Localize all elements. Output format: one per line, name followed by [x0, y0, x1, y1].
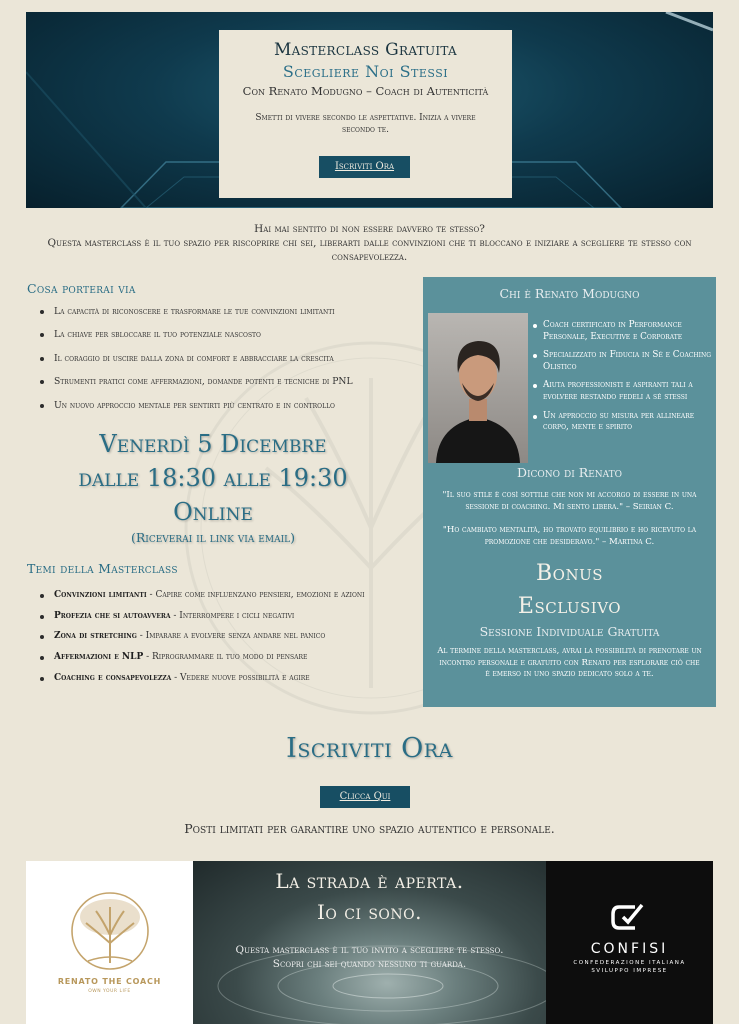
confisi-logo-block [546, 861, 713, 1024]
renato-logo-icon [26, 861, 193, 1024]
theme-desc: - Imparare a evolvere senza andare nel panico [136, 631, 326, 642]
intro-description: Questa masterclass è il tuo spazio per riscoprire chi sei, liberarti dalle convinzioni che ti bloccano e iniziare a scegliere te stesso con consapevolezza. [47, 236, 692, 263]
credential-item: Specializzato in Fiducia in Sé e Coaching Olistico [531, 350, 713, 373]
theme-desc: - Vedere nuove possibilità e agire [171, 672, 310, 683]
theme-item [40, 590, 395, 602]
intro-text [20, 223, 719, 265]
footer-title: La strada è aperta. [275, 869, 464, 893]
theme-title: Affermazioni e NLP [54, 652, 144, 663]
intro-question: Hai mai sentito di non essere davvero te stesso? [254, 223, 485, 235]
event-note: (Riceverai il link via email) [130, 530, 295, 545]
theme-item [40, 611, 395, 623]
theme-title: Zona di stretching [54, 631, 137, 642]
hero-subtitle: Scegliere Noi Stessi [282, 62, 449, 81]
theme-title: Profezia che si autoavvera [54, 610, 171, 621]
testimonials-heading: Dicono di Renato [516, 465, 623, 480]
theme-title: Coaching e consapevolezza [54, 672, 172, 683]
confisi-subtitle-line: CONFEDERAZIONE ITALIANA [573, 960, 686, 966]
testimonial: "Ho cambiato mentalità, ho trovato equilibrio e ho ricevuto la promozione che desideravo." – Martina C. [442, 525, 697, 547]
cta-note: Posti limitati per garantire uno spazio autentico e personale. [184, 821, 555, 836]
themes-heading: Temi della Masterclass [27, 561, 178, 576]
benefits-heading: Cosa porterai via [27, 281, 136, 296]
theme-item [40, 652, 395, 664]
cta-title: Iscriviti Ora [286, 733, 453, 764]
hero-coach-line: Con Renato Modugno – Coach di Autenticità [242, 84, 489, 98]
themes-list [40, 590, 395, 693]
hero-banner [26, 12, 713, 208]
footer-title: Io ci sono. [317, 900, 422, 924]
benefit-item: Un nuovo approccio mentale per sentirti più centrato e in controllo [40, 400, 400, 423]
confisi-name: CONFISI [590, 941, 669, 957]
theme-item [40, 673, 395, 685]
bonus-subtitle: Sessione Individuale Gratuita [479, 624, 660, 639]
bonus-title [423, 557, 716, 623]
benefit-item: La chiave per sbloccare il tuo potenziale nascosto [40, 329, 400, 352]
bonus-title-line: Esclusivo [517, 594, 622, 619]
hero-title: Masterclass Gratuita [273, 40, 458, 60]
confisi-logo-icon [609, 901, 649, 935]
coach-credentials [531, 320, 713, 441]
confisi-subtitle [546, 960, 713, 975]
logo-subtext: OWN YOUR LIFE [88, 989, 131, 994]
renato-logo-block [26, 861, 193, 1024]
event-details [26, 427, 400, 545]
confisi-subtitle-line: SVILUPPO IMPRESE [591, 967, 668, 974]
credential-item: Aiuta professionisti e aspiranti tali a evolvere restando fedeli a sé stessi [531, 380, 713, 403]
benefit-item: La capacità di riconoscere e trasformare le tue convinzioni limitanti [40, 306, 400, 329]
benefit-item: Il coraggio di uscire dalla zona di comfort e abbracciare la crescita [40, 353, 400, 376]
theme-desc: - Interrompere i cicli negativi [170, 610, 295, 621]
testimonial: "Il suo stile è così sottile che non mi accorgo di essere in una sessione di coaching. Mi sento libera." – Seirian C. [442, 490, 697, 512]
bonus-text: Al termine della masterclass, avrai la possibilità di prenotare un incontro personale e gratuito con Renato per esplorare ciò che è emerso in uno spazio dedicato solo a te. [437, 646, 702, 680]
footer-text-line: Questa masterclass è il tuo invito a scegliere te stesso. [235, 944, 504, 956]
theme-desc: - Riprogrammare il tuo modo di pensare [143, 652, 308, 663]
credential-item: Coach certificato in Performance Personale, Executive e Corporate [531, 320, 713, 343]
benefit-item: Strumenti pratici come affermazioni, domande potenti e tecniche di PNL [40, 376, 400, 399]
event-time: dalle 18:30 alle 19:30 [78, 464, 348, 492]
coach-heading: Chi è Renato Modugno [499, 286, 640, 301]
coach-photo [428, 313, 528, 463]
credential-item: Un approccio su misura per allineare corpo, mente e spirito [531, 411, 713, 434]
hero-card [219, 30, 512, 198]
theme-item [40, 631, 395, 643]
cta-click-button[interactable]: Clicca Qui [320, 786, 410, 808]
footer-text [193, 943, 546, 971]
event-date: Venerdì 5 Dicembre [99, 430, 327, 458]
logo-text: RENATO THE COACH [57, 977, 162, 986]
theme-desc: - Capire come influenzano pensieri, emozioni e azioni [146, 590, 365, 600]
hero-signup-button[interactable]: Iscriviti Ora [319, 156, 410, 178]
theme-title: Convinzioni limitanti [54, 590, 147, 600]
footer-banner [193, 861, 546, 1024]
event-mode: Online [173, 498, 253, 526]
footer-text-line: Scopri chi sei quando nessuno ti guarda. [272, 958, 467, 971]
bonus-title-line: Bonus [535, 561, 603, 586]
benefits-list [40, 306, 400, 423]
coach-panel [423, 277, 716, 707]
hero-tagline: Smetti di vivere secondo le aspettative. Inizia a vivere secondo te. [255, 113, 476, 136]
